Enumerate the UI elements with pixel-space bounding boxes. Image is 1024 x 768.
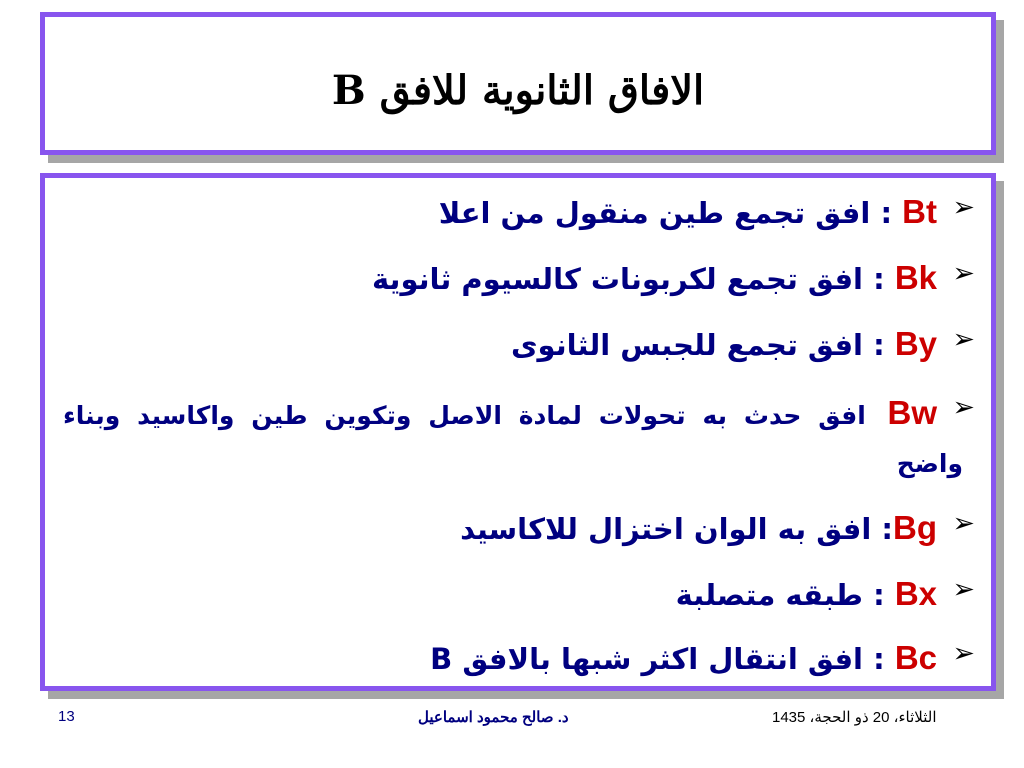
bullet-item xyxy=(63,638,975,678)
bullet-item xyxy=(63,324,975,364)
arrow-bullet-icon: ➢ xyxy=(952,638,975,669)
bullet-list xyxy=(45,178,991,686)
footer-date: الثلاثاء، 20 ذو الحجة، 1435 xyxy=(772,709,937,726)
horizon-description: : افق انتقال اكثر شبها بالافق B xyxy=(430,642,885,676)
arrow-bullet-icon: ➢ xyxy=(952,324,975,355)
footer-author: د. صالح محمود اسماعيل xyxy=(418,709,569,726)
bullet-item xyxy=(63,258,975,298)
horizon-description: افق حدث به تحولات لمادة الاصل وتكوين طين واكاسيد وبناء واضح xyxy=(63,401,963,478)
horizon-code: By xyxy=(894,325,937,362)
bullet-item xyxy=(63,384,975,486)
content-frame xyxy=(40,173,996,691)
arrow-bullet-icon: ➢ xyxy=(952,392,975,423)
horizon-code: Bt xyxy=(902,193,937,230)
horizon-description: : افق به الوان اختزال للاكاسيد xyxy=(460,512,893,546)
slide-title: الافاق الثانوية للافق B xyxy=(331,67,705,114)
horizon-description: : افق تجمع طين منقول من اعلا xyxy=(438,196,893,230)
horizon-code: Bk xyxy=(894,259,937,296)
horizon-code: Bx xyxy=(894,575,937,612)
page-number: 13 xyxy=(58,708,75,725)
bullet-item xyxy=(63,508,975,548)
horizon-description: : طبقه متصلبة xyxy=(675,578,885,612)
horizon-code: Bc xyxy=(894,639,937,676)
arrow-bullet-icon: ➢ xyxy=(952,192,975,223)
horizon-description: : افق تجمع لكربونات كالسيوم ثانوية xyxy=(371,262,885,296)
bullet-item xyxy=(63,192,975,232)
horizon-description: : افق تجمع للجبس الثانوى xyxy=(510,328,885,362)
title-frame xyxy=(40,12,996,155)
horizon-code: Bg xyxy=(893,509,937,546)
arrow-bullet-icon: ➢ xyxy=(952,508,975,539)
bullet-item xyxy=(63,574,975,614)
arrow-bullet-icon: ➢ xyxy=(952,574,975,605)
horizon-code: Bw xyxy=(887,394,937,431)
arrow-bullet-icon: ➢ xyxy=(952,258,975,289)
